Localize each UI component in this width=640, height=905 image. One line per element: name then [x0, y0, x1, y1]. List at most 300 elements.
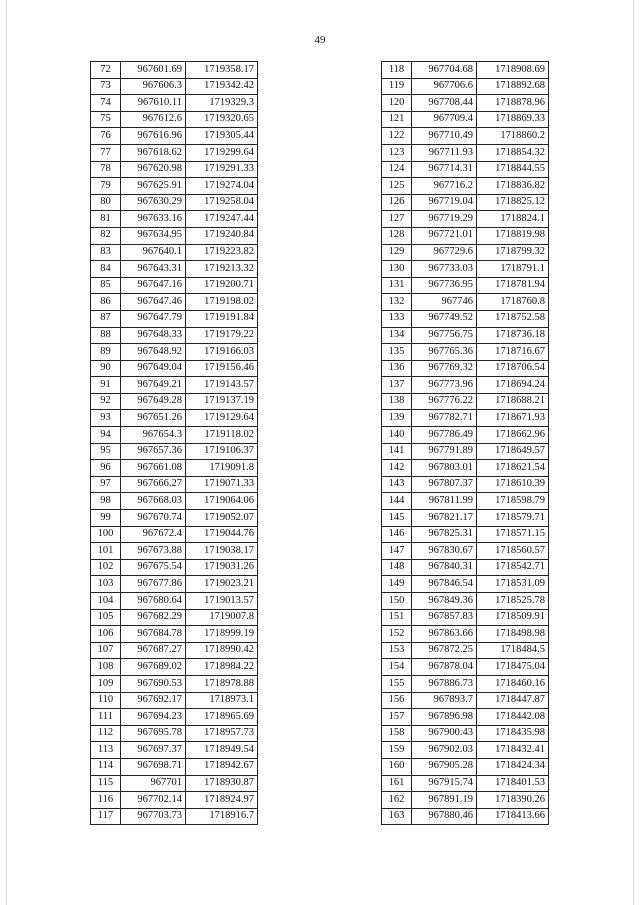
x-coordinate-cell: 967714.31: [412, 161, 477, 178]
y-coordinate-cell: 1718973.1: [186, 692, 258, 709]
x-coordinate-cell: 967708.44: [412, 95, 477, 112]
table-row: [382, 62, 549, 79]
table-row: [91, 725, 258, 742]
table-row: [91, 775, 258, 792]
table-row: [382, 227, 549, 244]
y-coordinate-cell: 1719023.21: [186, 576, 258, 593]
x-coordinate-cell: 967765.36: [412, 344, 477, 361]
point-number-cell: 154: [382, 659, 412, 676]
table-row: [91, 659, 258, 676]
x-coordinate-cell: 967673.88: [121, 543, 186, 560]
point-number-cell: 125: [382, 178, 412, 195]
x-coordinate-cell: 967719.04: [412, 194, 477, 211]
table-row: [382, 410, 549, 427]
x-coordinate-cell: 967900.43: [412, 725, 477, 742]
point-number-cell: 134: [382, 327, 412, 344]
table-row: [91, 227, 258, 244]
x-coordinate-cell: 967640.1: [121, 244, 186, 261]
x-coordinate-cell: 967706.6: [412, 78, 477, 95]
table-row: [91, 393, 258, 410]
y-coordinate-cell: 1718432.41: [477, 742, 549, 759]
x-coordinate-cell: 967657.36: [121, 443, 186, 460]
y-coordinate-cell: 1718706.54: [477, 360, 549, 377]
table-row: [382, 493, 549, 510]
y-coordinate-cell: 1718442.08: [477, 709, 549, 726]
x-coordinate-cell: 967811.99: [412, 493, 477, 510]
table-row: [91, 211, 258, 228]
point-number-cell: 81: [91, 211, 121, 228]
point-number-cell: 161: [382, 775, 412, 792]
table-row: [91, 609, 258, 626]
x-coordinate-cell: 967711.93: [412, 144, 477, 161]
point-number-cell: 114: [91, 758, 121, 775]
point-number-cell: 88: [91, 327, 121, 344]
table-row: [382, 344, 549, 361]
y-coordinate-cell: 1719129.64: [186, 410, 258, 427]
point-number-cell: 126: [382, 194, 412, 211]
point-number-cell: 145: [382, 510, 412, 527]
table-row: [382, 526, 549, 543]
y-coordinate-cell: 1718949.54: [186, 742, 258, 759]
table-row: [382, 443, 549, 460]
point-number-cell: 106: [91, 626, 121, 643]
page-number: 49: [314, 34, 326, 46]
y-coordinate-cell: 1719299.64: [186, 144, 258, 161]
point-number-cell: 148: [382, 559, 412, 576]
point-number-cell: 123: [382, 144, 412, 161]
x-coordinate-cell: 967840.31: [412, 559, 477, 576]
y-coordinate-cell: 1718542.71: [477, 559, 549, 576]
y-coordinate-cell: 1718621.54: [477, 460, 549, 477]
point-number-cell: 83: [91, 244, 121, 261]
y-coordinate-cell: 1718924.97: [186, 792, 258, 809]
x-coordinate-cell: 967648.92: [121, 344, 186, 361]
point-number-cell: 86: [91, 294, 121, 311]
point-number-cell: 97: [91, 476, 121, 493]
point-number-cell: 109: [91, 675, 121, 692]
table-row: [382, 161, 549, 178]
y-coordinate-cell: 1719200.71: [186, 277, 258, 294]
scan-edge-left: [6, 0, 7, 905]
x-coordinate-cell: 967749.52: [412, 310, 477, 327]
y-coordinate-cell: 1718736.18: [477, 327, 549, 344]
x-coordinate-cell: 967849.36: [412, 593, 477, 610]
y-coordinate-cell: 1719166.03: [186, 344, 258, 361]
table-row: [91, 559, 258, 576]
point-number-cell: 153: [382, 642, 412, 659]
x-coordinate-cell: 967891.19: [412, 792, 477, 809]
point-number-cell: 115: [91, 775, 121, 792]
y-coordinate-cell: 1718799.32: [477, 244, 549, 261]
y-coordinate-cell: 1718716.67: [477, 344, 549, 361]
table-row: [382, 360, 549, 377]
point-number-cell: 122: [382, 128, 412, 145]
point-number-cell: 162: [382, 792, 412, 809]
table-row: [382, 393, 549, 410]
x-coordinate-cell: 967680.64: [121, 593, 186, 610]
y-coordinate-cell: 1718671.93: [477, 410, 549, 427]
y-coordinate-cell: 1718475.04: [477, 659, 549, 676]
y-coordinate-cell: 1719031.26: [186, 559, 258, 576]
y-coordinate-cell: 1719247.44: [186, 211, 258, 228]
point-number-cell: 82: [91, 227, 121, 244]
y-coordinate-cell: 1719358.17: [186, 62, 258, 79]
point-number-cell: 107: [91, 642, 121, 659]
x-coordinate-cell: 967666.27: [121, 476, 186, 493]
table-row: [91, 626, 258, 643]
table-row: [382, 194, 549, 211]
y-coordinate-cell: 1719013.57: [186, 593, 258, 610]
point-number-cell: 117: [91, 808, 121, 825]
point-number-cell: 91: [91, 377, 121, 394]
y-coordinate-cell: 1719091.8: [186, 460, 258, 477]
table-row: [91, 692, 258, 709]
table-row: [91, 742, 258, 759]
coordinates-table-left: [90, 61, 258, 825]
y-coordinate-cell: 1719052.07: [186, 510, 258, 527]
table-row: [382, 725, 549, 742]
x-coordinate-cell: 967880.46: [412, 808, 477, 825]
y-coordinate-cell: 1719198.02: [186, 294, 258, 311]
x-coordinate-cell: 967786.49: [412, 427, 477, 444]
y-coordinate-cell: 1718860.2: [477, 128, 549, 145]
x-coordinate-cell: 967649.21: [121, 377, 186, 394]
x-coordinate-cell: 967601.69: [121, 62, 186, 79]
table-row: [382, 427, 549, 444]
y-coordinate-cell: 1718460.16: [477, 675, 549, 692]
y-coordinate-cell: 1718525.78: [477, 593, 549, 610]
point-number-cell: 79: [91, 178, 121, 195]
x-coordinate-cell: 967668.03: [121, 493, 186, 510]
table-row: [91, 95, 258, 112]
table-row: [91, 709, 258, 726]
point-number-cell: 77: [91, 144, 121, 161]
table-row: [91, 493, 258, 510]
table-row: [382, 95, 549, 112]
table-row: [91, 194, 258, 211]
point-number-cell: 147: [382, 543, 412, 560]
x-coordinate-cell: 967647.46: [121, 294, 186, 311]
y-coordinate-cell: 1718791.1: [477, 261, 549, 278]
table-row: [382, 327, 549, 344]
y-coordinate-cell: 1718752.58: [477, 310, 549, 327]
point-number-cell: 124: [382, 161, 412, 178]
x-coordinate-cell: 967830.67: [412, 543, 477, 560]
y-coordinate-cell: 1719038.17: [186, 543, 258, 560]
table-row: [91, 808, 258, 825]
point-number-cell: 116: [91, 792, 121, 809]
table-row: [91, 244, 258, 261]
table-row: [382, 576, 549, 593]
point-number-cell: 132: [382, 294, 412, 311]
y-coordinate-cell: 1718509.91: [477, 609, 549, 626]
table-row: [91, 576, 258, 593]
y-coordinate-cell: 1718965.69: [186, 709, 258, 726]
point-number-cell: 113: [91, 742, 121, 759]
x-coordinate-cell: 967872.25: [412, 642, 477, 659]
x-coordinate-cell: 967675.54: [121, 559, 186, 576]
table-row: [382, 808, 549, 825]
x-coordinate-cell: 967694.23: [121, 709, 186, 726]
x-coordinate-cell: 967649.28: [121, 393, 186, 410]
point-number-cell: 119: [382, 78, 412, 95]
y-coordinate-cell: 1719071.33: [186, 476, 258, 493]
table-row: [91, 593, 258, 610]
point-number-cell: 121: [382, 111, 412, 128]
point-number-cell: 92: [91, 393, 121, 410]
table-row: [382, 593, 549, 610]
x-coordinate-cell: 967773.96: [412, 377, 477, 394]
x-coordinate-cell: 967651.26: [121, 410, 186, 427]
y-coordinate-cell: 1718942.67: [186, 758, 258, 775]
y-coordinate-cell: 1719191.84: [186, 310, 258, 327]
table-row: [91, 675, 258, 692]
x-coordinate-cell: 967692.17: [121, 692, 186, 709]
table-row: [91, 510, 258, 527]
point-number-cell: 87: [91, 310, 121, 327]
y-coordinate-cell: 1718531.09: [477, 576, 549, 593]
x-coordinate-cell: 967733.03: [412, 261, 477, 278]
table-row: [382, 377, 549, 394]
point-number-cell: 143: [382, 476, 412, 493]
x-coordinate-cell: 967633.16: [121, 211, 186, 228]
point-number-cell: 78: [91, 161, 121, 178]
point-number-cell: 136: [382, 360, 412, 377]
y-coordinate-cell: 1718844.55: [477, 161, 549, 178]
table-row: [382, 310, 549, 327]
table-row: [382, 294, 549, 311]
x-coordinate-cell: 967670.74: [121, 510, 186, 527]
coordinates-table-right: [381, 61, 549, 825]
table-row: [382, 675, 549, 692]
point-number-cell: 76: [91, 128, 121, 145]
table-row: [91, 427, 258, 444]
point-number-cell: 110: [91, 692, 121, 709]
x-coordinate-cell: 967648.33: [121, 327, 186, 344]
table-row: [91, 642, 258, 659]
point-number-cell: 104: [91, 593, 121, 610]
point-number-cell: 108: [91, 659, 121, 676]
table-row: [382, 692, 549, 709]
point-number-cell: 139: [382, 410, 412, 427]
y-coordinate-cell: 1718892.68: [477, 78, 549, 95]
x-coordinate-cell: 967616.96: [121, 128, 186, 145]
y-coordinate-cell: 1719274.04: [186, 178, 258, 195]
point-number-cell: 150: [382, 593, 412, 610]
x-coordinate-cell: 967703.73: [121, 808, 186, 825]
x-coordinate-cell: 967821.17: [412, 510, 477, 527]
x-coordinate-cell: 967610.11: [121, 95, 186, 112]
table-row: [382, 261, 549, 278]
x-coordinate-cell: 967649.04: [121, 360, 186, 377]
x-coordinate-cell: 967902.03: [412, 742, 477, 759]
x-coordinate-cell: 967756.75: [412, 327, 477, 344]
y-coordinate-cell: 1718694.24: [477, 377, 549, 394]
x-coordinate-cell: 967886.73: [412, 675, 477, 692]
y-coordinate-cell: 1718978.88: [186, 675, 258, 692]
x-coordinate-cell: 967704.68: [412, 62, 477, 79]
y-coordinate-cell: 1718498.98: [477, 626, 549, 643]
table-row: [91, 111, 258, 128]
x-coordinate-cell: 967729.6: [412, 244, 477, 261]
point-number-cell: 140: [382, 427, 412, 444]
y-coordinate-cell: 1719213.32: [186, 261, 258, 278]
x-coordinate-cell: 967625.91: [121, 178, 186, 195]
y-coordinate-cell: 1719044.76: [186, 526, 258, 543]
point-number-cell: 74: [91, 95, 121, 112]
table-row: [91, 377, 258, 394]
y-coordinate-cell: 1719342.42: [186, 78, 258, 95]
point-number-cell: 101: [91, 543, 121, 560]
point-number-cell: 158: [382, 725, 412, 742]
table-row: [91, 758, 258, 775]
table-row: [382, 128, 549, 145]
x-coordinate-cell: 967677.86: [121, 576, 186, 593]
x-coordinate-cell: 967661.08: [121, 460, 186, 477]
point-number-cell: 160: [382, 758, 412, 775]
x-coordinate-cell: 967690.53: [121, 675, 186, 692]
table-row: [91, 161, 258, 178]
point-number-cell: 99: [91, 510, 121, 527]
x-coordinate-cell: 967746: [412, 294, 477, 311]
x-coordinate-cell: 967896.98: [412, 709, 477, 726]
table-row: [382, 775, 549, 792]
table-row: [91, 344, 258, 361]
y-coordinate-cell: 1719179.22: [186, 327, 258, 344]
y-coordinate-cell: 1718560.57: [477, 543, 549, 560]
y-coordinate-cell: 1718916.7: [186, 808, 258, 825]
x-coordinate-cell: 967710.49: [412, 128, 477, 145]
point-number-cell: 128: [382, 227, 412, 244]
x-coordinate-cell: 967647.79: [121, 310, 186, 327]
table-row: [382, 543, 549, 560]
y-coordinate-cell: 1719240.84: [186, 227, 258, 244]
x-coordinate-cell: 967647.16: [121, 277, 186, 294]
y-coordinate-cell: 1719320.65: [186, 111, 258, 128]
table-row: [91, 327, 258, 344]
table-row: [382, 742, 549, 759]
point-number-cell: 84: [91, 261, 121, 278]
table-row: [91, 543, 258, 560]
x-coordinate-cell: 967905.28: [412, 758, 477, 775]
table-row: [382, 244, 549, 261]
x-coordinate-cell: 967695.78: [121, 725, 186, 742]
point-number-cell: 137: [382, 377, 412, 394]
y-coordinate-cell: 1718571.15: [477, 526, 549, 543]
table-row: [91, 128, 258, 145]
table-row: [91, 277, 258, 294]
table-row: [91, 62, 258, 79]
x-coordinate-cell: 967769.32: [412, 360, 477, 377]
x-coordinate-cell: 967825.31: [412, 526, 477, 543]
y-coordinate-cell: 1718984.22: [186, 659, 258, 676]
x-coordinate-cell: 967672.4: [121, 526, 186, 543]
table-row: [382, 178, 549, 195]
y-coordinate-cell: 1718598.79: [477, 493, 549, 510]
x-coordinate-cell: 967716.2: [412, 178, 477, 195]
table-row: [382, 792, 549, 809]
table-row: [91, 178, 258, 195]
x-coordinate-cell: 967807.37: [412, 476, 477, 493]
table-row: [382, 758, 549, 775]
y-coordinate-cell: 1718760.8: [477, 294, 549, 311]
point-number-cell: 103: [91, 576, 121, 593]
y-coordinate-cell: 1718688.21: [477, 393, 549, 410]
point-number-cell: 130: [382, 261, 412, 278]
y-coordinate-cell: 1718401.53: [477, 775, 549, 792]
y-coordinate-cell: 1719329.3: [186, 95, 258, 112]
x-coordinate-cell: 967684.78: [121, 626, 186, 643]
x-coordinate-cell: 967618.62: [121, 144, 186, 161]
table-row: [382, 111, 549, 128]
x-coordinate-cell: 967878.04: [412, 659, 477, 676]
point-number-cell: 96: [91, 460, 121, 477]
table-row: [91, 78, 258, 95]
x-coordinate-cell: 967689.02: [121, 659, 186, 676]
table-row: [91, 261, 258, 278]
x-coordinate-cell: 967643.31: [121, 261, 186, 278]
y-coordinate-cell: 1719118.02: [186, 427, 258, 444]
y-coordinate-cell: 1719291.33: [186, 161, 258, 178]
point-number-cell: 118: [382, 62, 412, 79]
table-row: [91, 460, 258, 477]
y-coordinate-cell: 1718662.96: [477, 427, 549, 444]
table-row: [91, 526, 258, 543]
x-coordinate-cell: 967630.29: [121, 194, 186, 211]
y-coordinate-cell: 1718579.71: [477, 510, 549, 527]
point-number-cell: 152: [382, 626, 412, 643]
x-coordinate-cell: 967634.95: [121, 227, 186, 244]
y-coordinate-cell: 1718484.5: [477, 642, 549, 659]
x-coordinate-cell: 967620.98: [121, 161, 186, 178]
y-coordinate-cell: 1719156.46: [186, 360, 258, 377]
point-number-cell: 80: [91, 194, 121, 211]
table-row: [382, 609, 549, 626]
point-number-cell: 95: [91, 443, 121, 460]
point-number-cell: 72: [91, 62, 121, 79]
point-number-cell: 146: [382, 526, 412, 543]
table-row: [382, 78, 549, 95]
point-number-cell: 73: [91, 78, 121, 95]
y-coordinate-cell: 1718649.57: [477, 443, 549, 460]
point-number-cell: 93: [91, 410, 121, 427]
point-number-cell: 133: [382, 310, 412, 327]
y-coordinate-cell: 1718854.32: [477, 144, 549, 161]
x-coordinate-cell: 967606.3: [121, 78, 186, 95]
table-row: [91, 792, 258, 809]
y-coordinate-cell: 1718878.96: [477, 95, 549, 112]
x-coordinate-cell: 967863.66: [412, 626, 477, 643]
x-coordinate-cell: 967915.74: [412, 775, 477, 792]
x-coordinate-cell: 967846.54: [412, 576, 477, 593]
y-coordinate-cell: 1719258.04: [186, 194, 258, 211]
table-row: [91, 360, 258, 377]
y-coordinate-cell: 1718930.87: [186, 775, 258, 792]
y-coordinate-cell: 1719223.82: [186, 244, 258, 261]
x-coordinate-cell: 967612.6: [121, 111, 186, 128]
table-row: [382, 460, 549, 477]
point-number-cell: 131: [382, 277, 412, 294]
y-coordinate-cell: 1718610.39: [477, 476, 549, 493]
point-number-cell: 100: [91, 526, 121, 543]
x-coordinate-cell: 967701: [121, 775, 186, 792]
x-coordinate-cell: 967698.71: [121, 758, 186, 775]
y-coordinate-cell: 1718999.19: [186, 626, 258, 643]
table-row: [382, 659, 549, 676]
y-coordinate-cell: 1719143.57: [186, 377, 258, 394]
y-coordinate-cell: 1719007.8: [186, 609, 258, 626]
point-number-cell: 89: [91, 344, 121, 361]
